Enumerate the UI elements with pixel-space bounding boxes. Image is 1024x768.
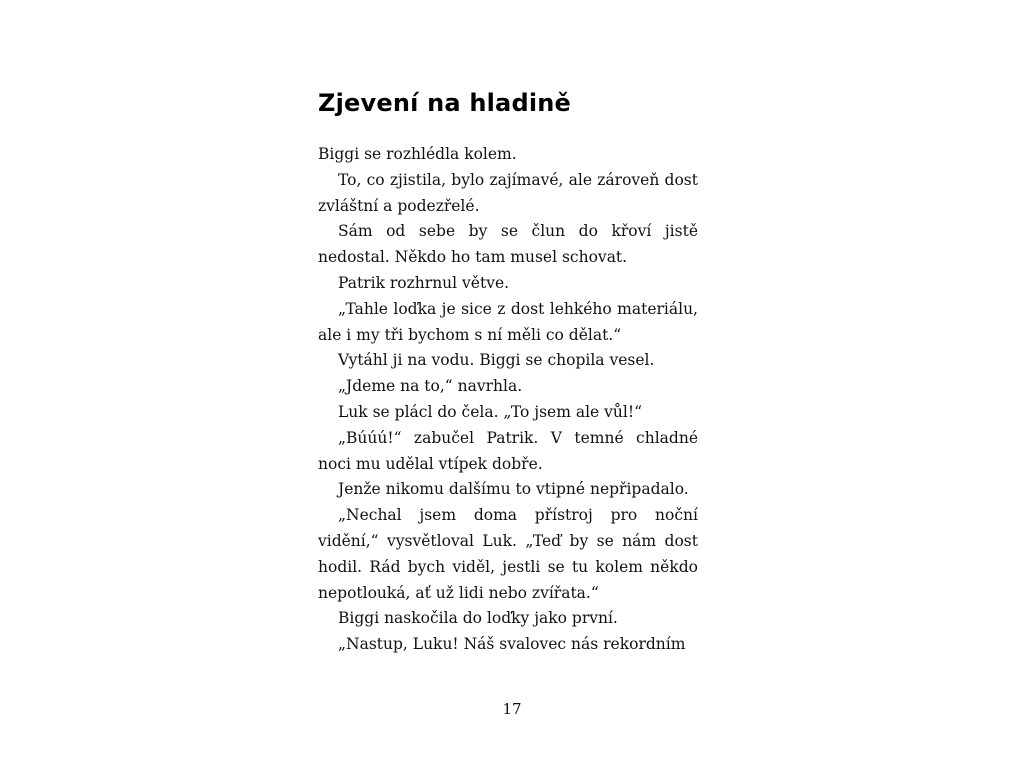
chapter-body	[318, 142, 698, 658]
paragraph: Luk se plácl do čela. „To jsem ale vůl!“	[338, 402, 642, 421]
text-column	[318, 88, 698, 658]
paragraph: Jenže nikomu dalšímu to vtipné nepřipadalo.	[338, 480, 689, 499]
paragraph: „Nastup, Luku! Náš svalovec nás rekordním	[338, 635, 686, 654]
chapter-title: Zjevení na hladině	[318, 89, 572, 117]
paragraph: To, co zjistila, bylo zajímavé, ale zároveň dost zvláštní a podezřelé.	[318, 170, 698, 215]
paragraph: „Nechal jsem doma přístroj pro noční vidění,“ vysvětloval Luk. „Teď by se nám dost hodil. Rád bych viděl, jestli se tu kolem někdo nepotlouká, ať už lidi nebo zvířata.“	[318, 506, 698, 602]
page-number: 17	[502, 700, 522, 718]
paragraph: „Tahle loďka je sice z dost lehkého materiálu, ale i my tři bychom s ní měli co dělat.“	[318, 299, 698, 344]
paragraph: Biggi naskočila do loďky jako první.	[338, 609, 618, 628]
paragraph: Sám od sebe by se člun do křoví jistě nedostal. Někdo ho tam musel schovat.	[318, 222, 698, 267]
paragraph: Vytáhl ji na vodu. Biggi se chopila vesel.	[338, 351, 655, 370]
paragraph: Patrik rozhrnul větve.	[338, 273, 510, 292]
paragraph: Biggi se rozhlédla kolem.	[318, 145, 517, 163]
paragraph: „Búúú!“ zabučel Patrik. V temné chladné noci mu udělal vtípek dobře.	[318, 428, 698, 473]
paragraph: „Jdeme na to,“ navrhla.	[338, 377, 523, 396]
